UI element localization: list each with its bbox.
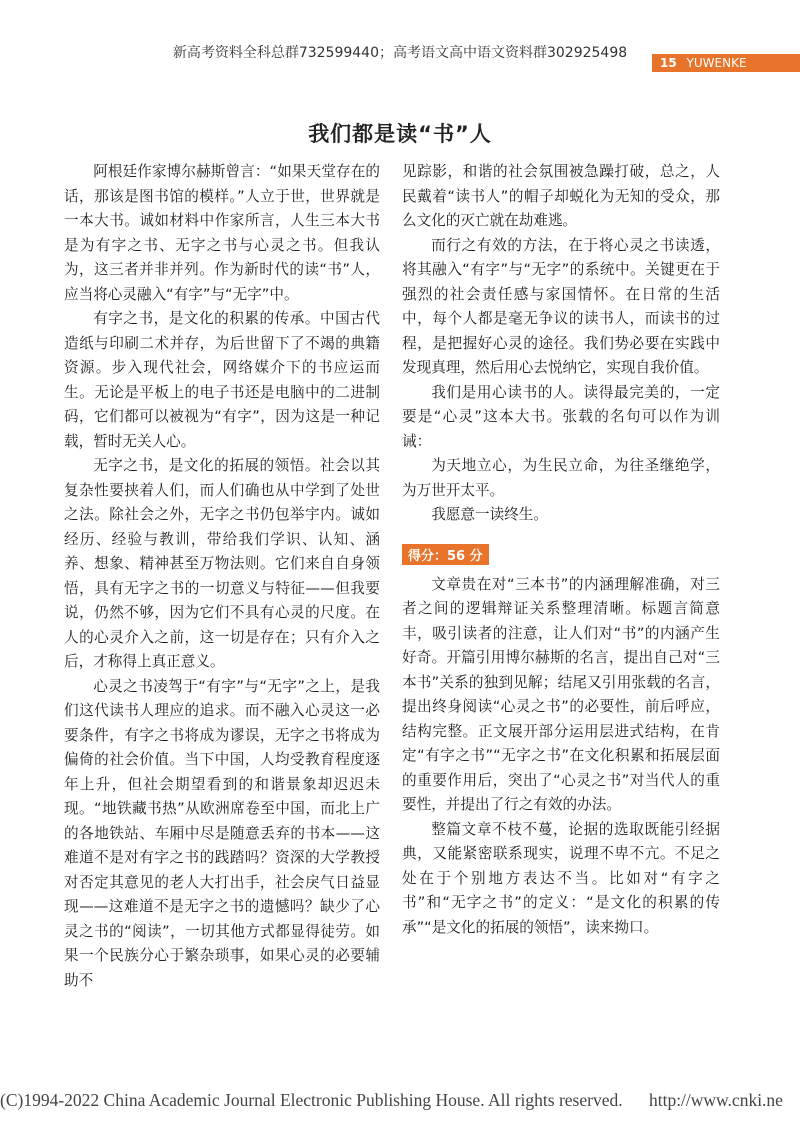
article-paragraph: 而行之有效的方法，在于将心灵之书读透，将其融入“有字”与“无字”的系统中。关键更在于强烈的社会责任感与家国情怀。在日常的生活中，每个人都是毫无争议的读书人，而读书的过程，是把握好心灵的途径。我们势必要在实践中发现真理，然后用心去悦纳它，实现自我价值。 — [402, 236, 720, 376]
copyright-text: (C)1994-2022 China Academic Journal Electronic Publishing House. All rights reserved. — [0, 1090, 623, 1110]
quote-paragraph: 为天地立心，为生民立命，为往圣继绝学，为万世开太平。 — [402, 457, 720, 499]
article-paragraph: 有字之书，是文化的积累的传承。中国古代造纸与印刷二术并存，为后世留下了不竭的典籍资源。步入现代社会，网络媒介下的书应运而生。无论是平板上的电子书还是电脑中的二进制码，它们都可以被视为“有字”，因为这是一种记载，暂时无关人心。 — [64, 310, 380, 450]
article-paragraph: 无字之书，是文化的拓展的领悟。社会以其复杂性要挟着人们，而人们确也从中学到了处世之法。除社会之外，无字之书仍包举宇内。诚如经历、经验与教训，带给我们学识、认知、涵养、想象、精神甚至万物法则。它们来自自身领悟，具有无字之书的一切意义与特征——但我要说，仍然不够，因为它们不具有心灵的尺度。在人的心灵介入之前，这一切是存在；只有介入之后，才称得上真正意义。 — [64, 457, 380, 670]
article-paragraph-continued: 见踪影，和谐的社会氛围被急躁打破，总之，人民戴着“读书人”的帽子却蜕化为无知的受众，那么文化的灭亡就在劫难逃。 — [402, 163, 720, 229]
article-title: 我们都是读“书”人 — [308, 122, 492, 146]
article-paragraph: 我愿意一读终生。 — [431, 506, 548, 523]
review-paragraph: 文章贵在对“三本书”的内涵理解准确，对三者之间的逻辑辩证关系整理清晰。标题言简意丰，吸引读者的注意，让人们对“书”的内涵产生好奇。开篇引用博尔赫斯的名言，提出自己对“三本书”关系的独到见解；结尾又引用张载的名言，提出终身阅读“心灵之书”的必要性，前后呼应，结构完整。正文展开部分运用层进式结构，在肯定“有字之书”“无字之书”在文化积累和拓展层面的重要作用后，突出了“心灵之书”对当代人的重要性，并提出了行之有效的办法。 — [402, 575, 720, 813]
page-section-tag — [652, 54, 800, 72]
header-note: 新高考资料全科总群732599440；高考语文高中语文资料群302925498 — [172, 45, 628, 61]
article-paragraph: 心灵之书凌驾于“有字”与“无字”之上，是我们这代读书人理应的追求。而不融入心灵这一必要条件，有字之书将成为谬误，无字之书将成为偏倚的社会价值。当下中国，人均受教育程度逐年上升，但社会期望看到的和谐景象却迟迟未现。“地铁藏书热”从欧洲席卷至中国，而北上广的各地铁站、车厢中尽是随意丢弃的书本——这难道不是对有字之书的践踏吗？资深的大学教授对否定其意见的老人大打出手，社会戾气日益显现——这难道不是无字之书的遗憾吗？缺少了心灵之书的“阅读”，一切其他方式都显得徒劳。如果一个民族分心于繁杂琐事，如果心灵的必要辅助不 — [64, 677, 380, 989]
right-column — [402, 160, 720, 940]
left-column — [64, 160, 380, 993]
score-badge: 得分：56 分 — [402, 544, 489, 565]
footer-link[interactable]: http://www.cnki.ne — [648, 1090, 783, 1110]
article-paragraph: 阿根廷作家博尔赫斯曾言：“如果天堂存在的话，那该是图书馆的模样。”人立于世，世界就是一本大书。诚如材料中作家所言，人生三本大书是为有字之书、无字之书与心灵之书。但我认为，这三者并非并列。作为新时代的读“书”人，应当将心灵融入“有字”与“无字”中。 — [64, 163, 380, 303]
section-name: YUWENKE — [686, 56, 747, 70]
article-paragraph: 我们是用心读书的人。读得最完美的，一定要是“心灵”这本大书。张载的名句可以作为训诫： — [402, 383, 720, 450]
page-number: 15 — [660, 56, 677, 70]
footer-copyright — [0, 1090, 800, 1111]
review-paragraph: 整篇文章不枝不蔓，论据的选取既能引经据典，又能紧密联系现实，说理不卑不亢。不足之处在于个别地方表达不当。比如对“有字之书”和“无字之书”的定义：“是文化的积累的传承”“是文化的拓展的领悟”，读来拗口。 — [402, 820, 720, 936]
